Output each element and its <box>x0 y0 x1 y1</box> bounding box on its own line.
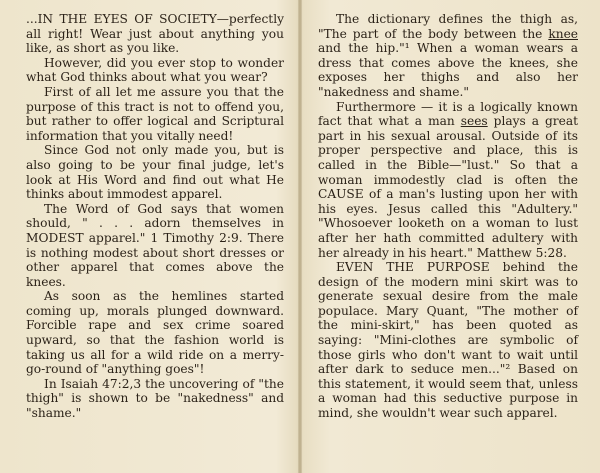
knee-underlined: knee <box>548 26 578 41</box>
paragraph-purpose: First of all let me assure you that the purpose of this tract is not to offend you, but rather to offer logical and Scriptural information that you vitally need! <box>26 84 284 143</box>
paragraph-mini-skirt: EVEN THE PURPOSE behind the design of the modern mini skirt was to generate sexual desire from the male populace. Mary Quant, "The mother of the mini-skirt," has been quoted as saying: "Mini-clothes are symbolic of those girls who don't want to wait until after dark to seduce men..."² Based on this statement, it would seem that, unless a woman had this seductive purpose in mind, she wouldn't wear such apparel. <box>318 260 578 421</box>
paragraph-furthermore <box>318 100 578 261</box>
paragraph-hemlines: As soon as the hemlines started coming up, morals plunged downward. Forcible rape and sex crime soared upward, so that the fashion world is taking us all for a wild ride on a merry-go-round of "anything goes"! <box>26 289 284 377</box>
dictionary-text-b: and the hip." <box>318 41 405 56</box>
paragraph-question: However, did you ever stop to wonder what God thinks about what you wear? <box>26 55 284 85</box>
paragraph-dictionary <box>318 12 578 100</box>
paragraph-intro: ...IN THE EYES OF SOCIETY—perfectly all right! Wear just about anything you like, as short as you like. <box>26 12 284 56</box>
dictionary-text-a: The dictionary defines the thigh as, "The part of the body between the <box>318 12 578 41</box>
sees-underlined: sees <box>460 114 488 129</box>
paragraph-isaiah: In Isaiah 47:2,3 the uncovering of "the thigh" is shown to be "nakedness" and "shame." <box>26 376 284 421</box>
left-page <box>0 0 298 473</box>
dictionary-text-c: ¹ When a woman wears a dress that comes above the knees, she exposes her thighs and also her "nakedness and shame." <box>318 41 578 99</box>
furthermore-text-a: Furthermore — it is a logically known fact that what a man <box>318 99 578 129</box>
paragraph-judge: Since God not only made you, but is also going to be your final judge, let's look at His Word and find out what He thinks about immodest apparel. <box>26 143 284 202</box>
right-page <box>302 0 600 473</box>
furthermore-text-b: plays a great part in his sexual arousal. Outside of its proper perspective and place, this is called in the Bible—"lust." So that a woman immodestly clad is often the CAUSE of a man's lusting upon her with his eyes. Jesus called this "Adultery." "Whosoever looketh on a woman to lust after her hath committed adultery with her already in his heart." Matthew 5:28. <box>318 114 579 260</box>
paragraph-timothy: The Word of God says that women should, " . . . adorn themselves in MODEST apparel." 1 Timothy 2:9. There is nothing modest about short dresses or other apparel that comes above the knees. <box>26 201 284 289</box>
